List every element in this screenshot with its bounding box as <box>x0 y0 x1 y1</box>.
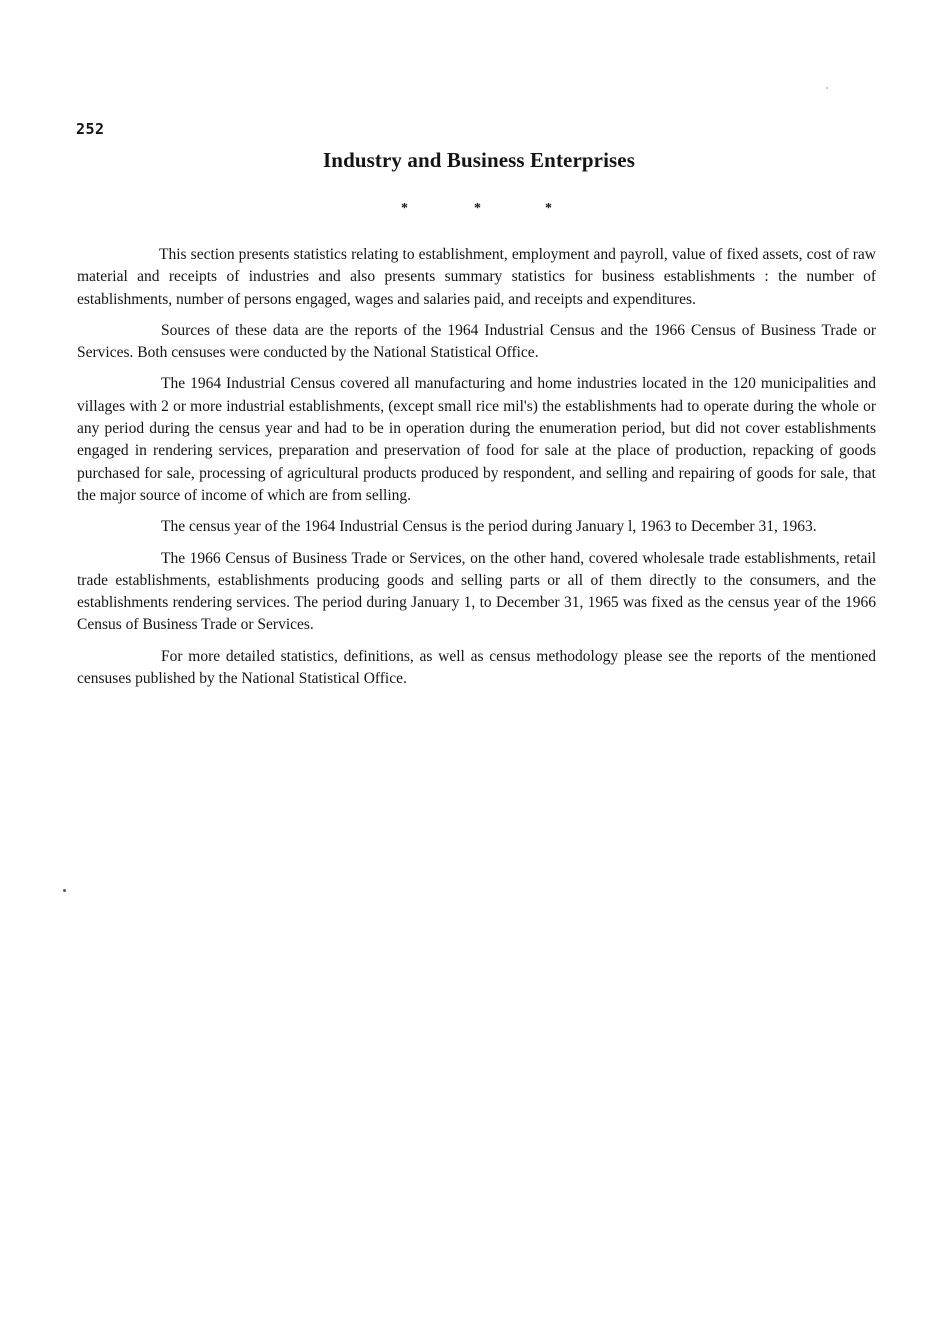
separator-star: * <box>545 201 552 216</box>
census-year-paragraph: The census year of the 1964 Industrial Census is the period during January l, 1963 to December 31, 1963. <box>161 518 817 536</box>
page-title: Industry and Business Enterprises <box>323 148 635 172</box>
industrial-census-coverage-paragraph: The 1964 Industrial Census covered all manufacturing and home industries located in the 120 municipalities and villages with 2 or more industrial establishments, (except small rice mil's) the establishments had to operate during the whole or any period during the census year and had to be in operation during the enumeration period, but did not cover establishments engaged in rendering services, preparation and preservation of food for sale at the place of production, repacking of goods purchased for sale, processing of agricultural products produced by respondent, and selling and repairing of goods for sale, that the major source of income of which are from selling. <box>77 375 876 504</box>
page-number: 252 <box>76 120 105 138</box>
scan-speck <box>63 889 66 892</box>
intro-paragraph: This section presents statistics relating to establishment, employment and payroll, value of fixed assets, cost of raw material and receipts of industries and also presents summary statistics for business establishments : the number of establishments, number of persons engaged, wages and salaries paid, and receipts and expenditures. <box>77 246 876 308</box>
body-text <box>77 244 876 699</box>
further-reading-paragraph: For more detailed statistics, definitions, as well as census methodology please see the reports of the mentioned censuses published by the National Statistical Office. <box>77 647 876 688</box>
sources-paragraph: Sources of these data are the reports of the 1964 Industrial Census and the 1966 Census of Business Trade or Services. Both censuses were conducted by the National Statistical Office. <box>77 321 876 362</box>
scan-speck <box>826 87 828 89</box>
section-separator <box>0 199 943 219</box>
separator-star: * <box>474 201 481 216</box>
business-census-paragraph: The 1966 Census of Business Trade or Services, on the other hand, covered wholesale trade establishments, retail trade establishments, establishments producing goods and selling parts or all of them directly to the consumers, and the establishments rendering services. The period during January 1, to December 31, 1965 was fixed as the census year of the 1966 Census of Business Trade or Services. <box>77 549 876 634</box>
separator-star: * <box>401 201 408 216</box>
